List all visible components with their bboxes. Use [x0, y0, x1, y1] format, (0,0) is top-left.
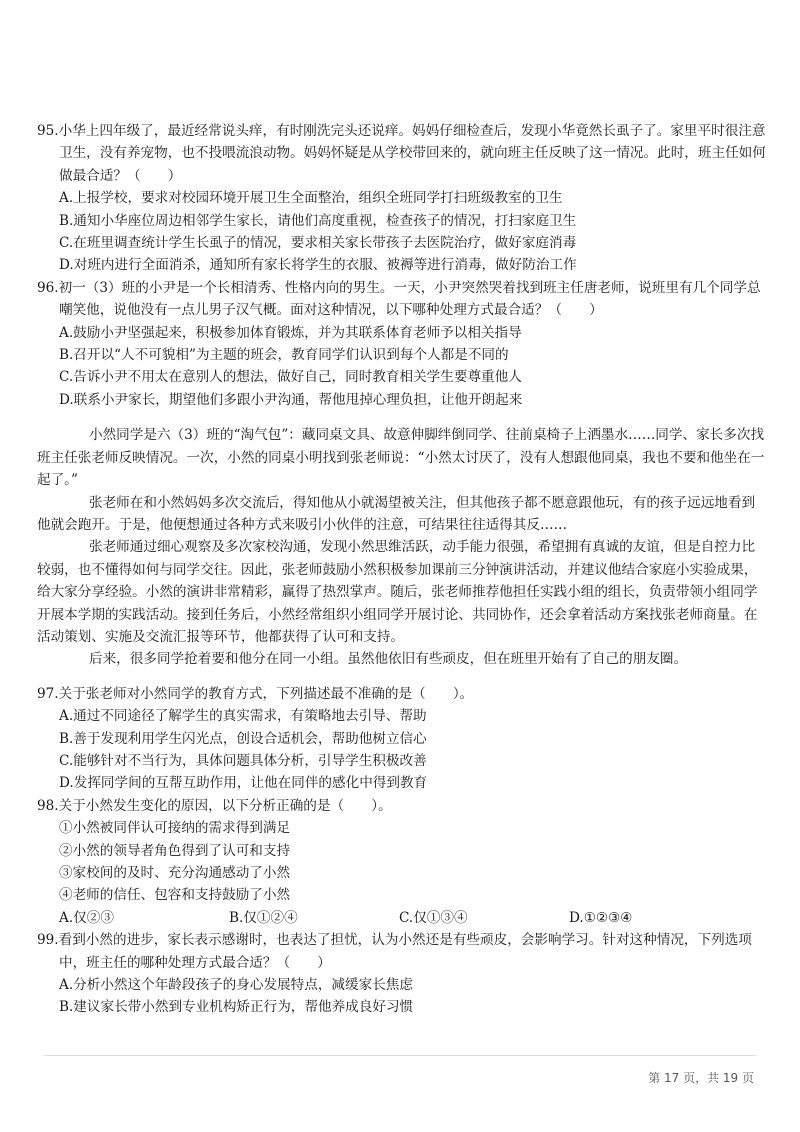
statement-2: ②小然的领导者角色得到了认可和支持	[59, 842, 291, 859]
passage-paragraph: 张老师在和小然妈妈多次交流后，得知他从小就渴望被关注，但其他孩子都不愿意跟他玩，有的孩子远远地看到他就会跑开。于是，他便想通过各种方式来吸引小伙伴的注意，可结果往往适得其反……	[37, 494, 756, 533]
option-a: A.分析小然这个年龄段孩子的身心发展特点，减缓家长焦虑	[59, 977, 413, 994]
page-number: 第 17 页，共 19 页	[648, 1071, 754, 1085]
question-95	[37, 120, 767, 277]
question-stem: 99.看到小然的进步，家长表示感谢时，也表达了担忧，认为小然还是有些顽皮，会影响学习。针对这种情况，下列选项中，班主任的哪种处理方式最合适？（ ）	[37, 932, 752, 971]
footer-divider	[44, 1055, 756, 1056]
option-a: A.鼓励小尹坚强起来，积极参加体育锻炼，并为其联系体育老师予以相关指导	[59, 324, 522, 341]
passage-paragraph: 后来，很多同学抢着要和他分在同一小组。虽然他依旧有些顽皮，但在班里开始有了自己的朋友圈。	[89, 651, 688, 668]
question-99	[37, 929, 767, 1019]
option-b: B.善于发现利用学生闪光点，创设合适机会，帮助他树立信心	[59, 730, 427, 747]
option-d: D.①②③④	[569, 909, 633, 926]
question-96	[37, 277, 767, 411]
option-row	[37, 907, 767, 929]
page-content	[37, 120, 767, 1019]
passage-paragraph: 张老师通过细心观察及多次家校沟通，发现小然思维活跃，动手能力很强，希望拥有真诚的友谊，但是自控力比较弱，也不懂得如何与同学交往。因此，张老师鼓励小然积极参加课前三分钟演讲活动，并建议他结合家庭小实验成果，给大家分享经验。小然的演讲非常精彩，赢得了热烈掌声。随后，张老师推荐他担任实践小组的组长，负责带领小组同学开展本学期的实践活动。接到任务后，小然经常组织小组同学开展讨论、共同协作，还会拿着活动方案找张老师商量。在活动策划、实施及交流汇报等环节，他都获得了认可和支持。	[37, 539, 758, 645]
question-stem: 95.小华上四年级了，最近经常说头痒，有时刚洗完头还说痒。妈妈仔细检查后，发现小华竟然长虱子了。家里平时很注意卫生，没有养宠物，也不投喂流浪动物。妈妈怀疑是从学校带回来的，就向班主任反映了这一情况。此时，班主任如何做最合适？（ ）	[37, 123, 766, 184]
statement-3: ③家校间的及时、充分沟通感动了小然	[59, 865, 291, 881]
question-stem: 97.关于张老师对小然同学的教育方式，下列描述最不准确的是（ ）。	[37, 685, 474, 702]
option-b: B.通知小华座位周边相邻学生家长，请他们高度重视，检查孩子的情况，打扫家庭卫生	[59, 212, 577, 229]
option-d: D.联系小尹家长，期望他们多跟小尹沟通，帮他甩掉心理负担，让他开朗起来	[59, 391, 523, 408]
question-stem: 98.关于小然发生变化的原因，以下分析正确的是（ ）。	[37, 797, 392, 814]
option-c: C.告诉小尹不用太在意别人的想法，做好自己，同时教育相关学生要尊重他人	[59, 369, 522, 386]
option-a: A.通过不同途径了解学生的真实需求，有策略地去引导、帮助	[59, 708, 427, 725]
question-stem: 96.初一（3）班的小尹是一个长相清秀、性格内向的男生。一天，小尹突然哭着找到班主任唐老师，说班里有几个同学总嘲笑他，说他没有一点儿男子汉气概。面对这种情况，以下哪种处理方式最合适？（ ）	[37, 279, 761, 319]
option-d: D.对班内进行全面消杀，通知所有家长将学生的衣服、被褥等进行消毒，做好防治工作	[59, 257, 577, 274]
question-98	[37, 795, 767, 929]
passage-paragraph: 小然同学是六（3）班的“淘气包”：藏同桌文具、故意伸脚绊倒同学、往前桌椅子上洒墨水……同学、家长多次找班主任张老师反映情况。一次，小然的同桌小明找到张老师说：“小然太讨厌了，没有人想跟他同桌，我也不要和他坐在一起了。”	[37, 427, 765, 489]
option-c: C.仅①③④	[399, 909, 468, 926]
option-d: D.发挥同学间的互帮互助作用，让他在同伴的感化中得到教育	[59, 775, 428, 792]
option-a: A.仅②③	[59, 909, 114, 926]
option-b: B.召开以“人不可貌相”为主题的班会，教育同学们认识到每个人都是不同的	[59, 347, 509, 364]
option-b: B.仅①②④	[229, 909, 298, 926]
statement-1: ①小然被同伴认可接纳的需求得到满足	[59, 820, 291, 837]
option-c: C.能够针对不当行为，具体问题具体分析，引导学生积极改善	[59, 752, 427, 769]
option-b: B.建议家长带小然到专业机构矫正行为，帮他养成良好习惯	[59, 999, 414, 1016]
option-c: C.在班里调查统计学生长虱子的情况，要求相关家长带孩子去医院治疗，做好家庭消毒	[59, 235, 577, 252]
option-a: A.上报学校，要求对校园环境开展卫生全面整治，组织全班同学打扫班级教室的卫生	[59, 190, 563, 207]
reading-passage	[37, 424, 767, 670]
question-97	[37, 683, 767, 795]
spacer	[37, 671, 767, 683]
statement-4: ④老师的信任、包容和支持鼓励了小然	[59, 887, 291, 904]
